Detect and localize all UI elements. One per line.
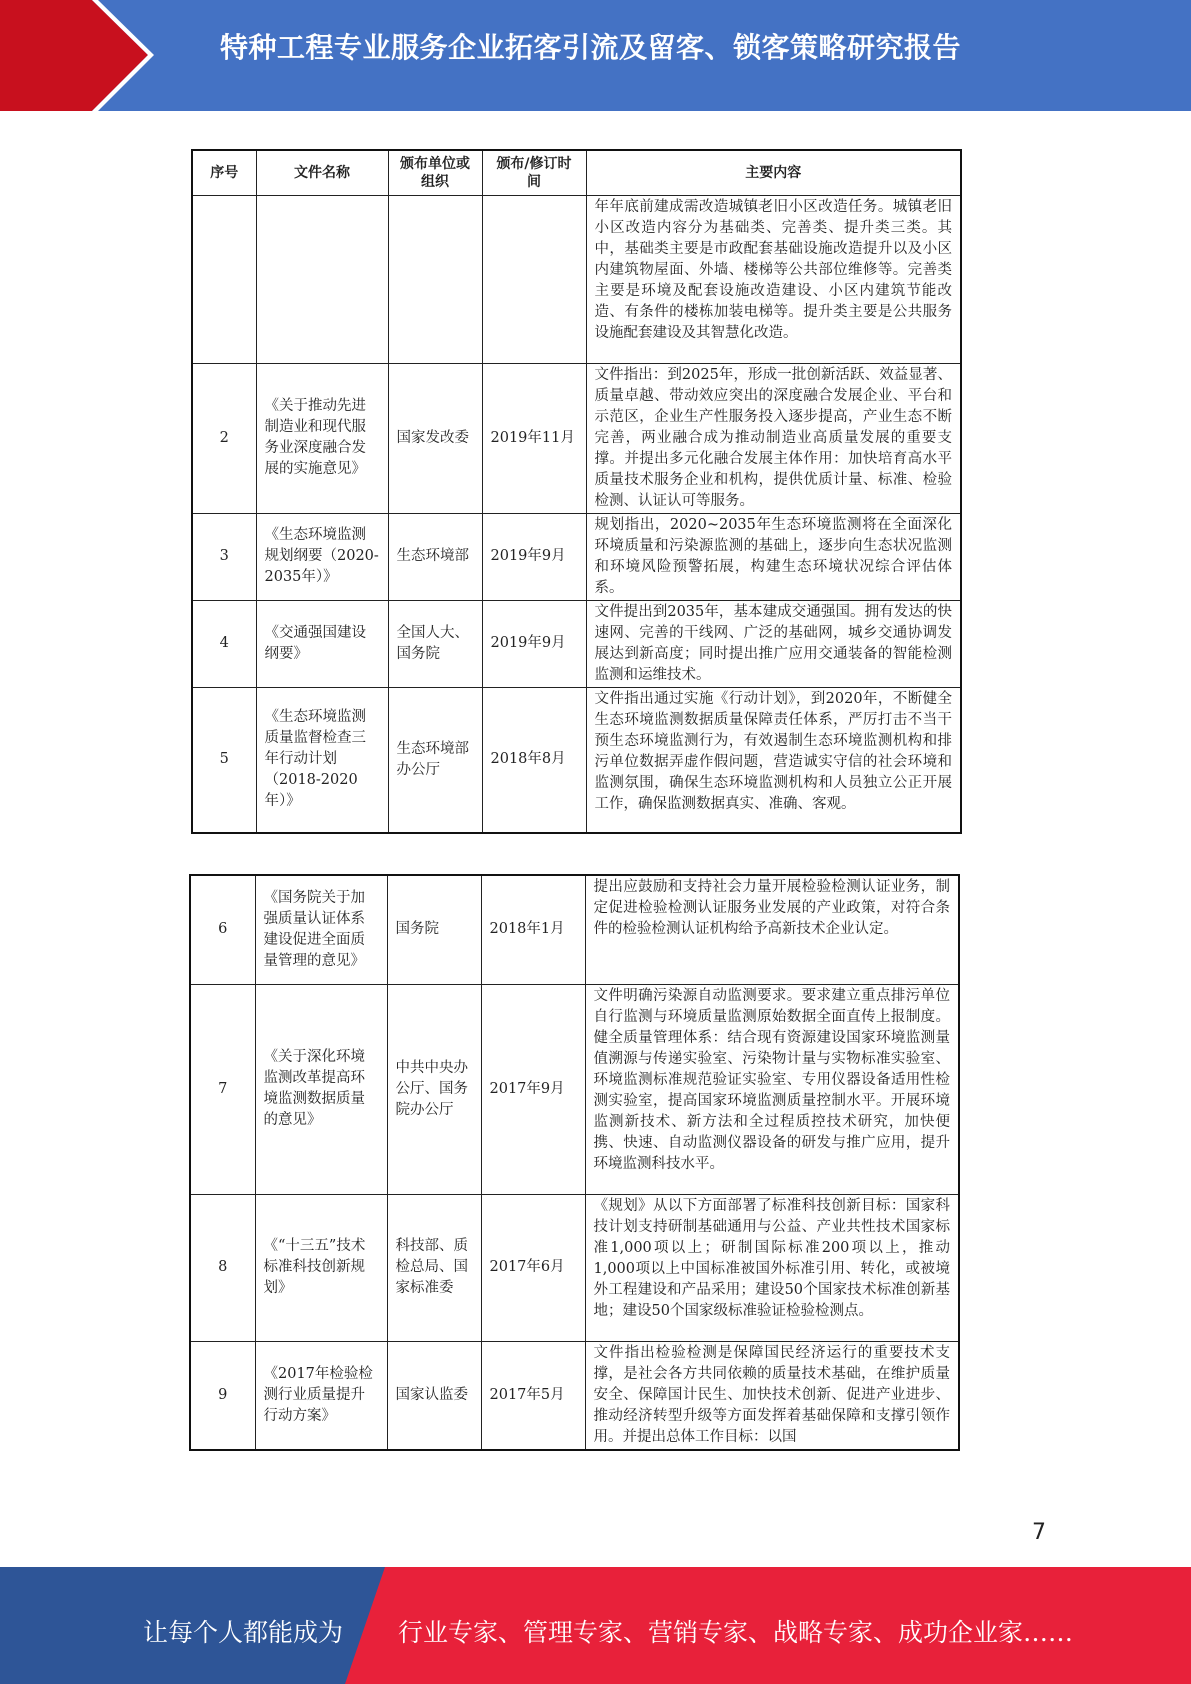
cell-date: 2019年9月 <box>482 513 586 600</box>
cell-issuer: 生态环境部办公厅 <box>388 687 482 833</box>
cell-name: 《生态环境监测质量监督检查三年行动计划（2018-2020年）》 <box>256 687 388 833</box>
table-row <box>190 1341 959 1450</box>
policy-table-part-1 <box>191 149 962 834</box>
cell-no: 5 <box>192 687 256 833</box>
cell-date: 2018年1月 <box>481 875 585 984</box>
cell-date <box>482 195 586 363</box>
cell-issuer: 国务院 <box>387 875 481 984</box>
cell-name: 《关于推动先进制造业和现代服务业深度融合发展的实施意见》 <box>256 363 388 513</box>
cell-date: 2017年6月 <box>481 1194 585 1341</box>
cell-no: 4 <box>192 600 256 687</box>
table-row <box>190 1194 959 1341</box>
cell-content: 文件明确污染源自动监测要求。要求建立重点排污单位自行监测与环境质量监测原始数据全面直传上报制度。健全质量管理体系：结合现有资源建设国家环境监测量值溯源与传递实验室、污染物计量与实物标准实验室、环境监测标准规范验证实验室、专用仪器设备适用性检测实验室，提高国家环境监测质量控制水平。开展环境监测新技术、新方法和全过程质控技术研究，加快便携、快速、自动监测仪器设备的研发与推广应用，提升环境监测科技水平。 <box>585 984 959 1194</box>
cell-date: 2018年8月 <box>482 687 586 833</box>
cell-name: 《2017年检验检测行业质量提升行动方案》 <box>255 1341 387 1450</box>
table-row <box>192 513 961 600</box>
header-issuer: 颁布单位或组织 <box>388 150 482 195</box>
cell-date: 2017年9月 <box>481 984 585 1194</box>
cell-content: 年年底前建成需改造城镇老旧小区改造任务。城镇老旧小区改造内容分为基础类、完善类、提升类三类。其中，基础类主要是市政配套基础设施改造提升以及小区内建筑物屋面、外墙、楼梯等公共部位维修等。完善类主要是环境及配套设施改造建设、小区内建筑节能改造、有条件的楼栋加装电梯等。提升类主要是公共服务设施配套建设及其智慧化改造。 <box>586 195 961 363</box>
cell-content: 文件提出到2035年，基本建成交通强国。拥有发达的快速网、完善的干线网、广泛的基础网，城乡交通协调发展达到新高度；同时提出推广应用交通装备的智能检测监测和运维技术。 <box>586 600 961 687</box>
footer-slogan-left: 让每个人都能成为 <box>143 1618 344 1647</box>
header-name: 文件名称 <box>256 150 388 195</box>
cell-date: 2019年11月 <box>482 363 586 513</box>
footer-slogan-right: 行业专家、管理专家、营销专家、战略专家、成功企业家…… <box>398 1618 1074 1647</box>
cell-issuer: 国家发改委 <box>388 363 482 513</box>
cell-name: 《交通强国建设纲要》 <box>256 600 388 687</box>
header-content: 主要内容 <box>586 150 961 195</box>
header-red-arrow <box>0 0 148 111</box>
cell-issuer: 国家认监委 <box>387 1341 481 1450</box>
cell-content: 《规划》从以下方面部署了标准科技创新目标：国家科技计划支持研制基础通用与公益、产业共性技术国家标准1,000项以上；研制国际标准200项以上，推动1,000项以上中国标准被国外标准引用、转化，或被境外工程建设和产品采用；建设50个国家技术标准创新基地；建设50个国家级标准验证检验检测点。 <box>585 1194 959 1341</box>
cell-no: 6 <box>190 875 255 984</box>
cell-issuer: 生态环境部 <box>388 513 482 600</box>
cell-content: 规划指出，2020~2035年生态环境监测将在全面深化环境质量和污染源监测的基础上，逐步向生态状况监测和环境风险预警拓展，构建生态环境状况综合评估体系。 <box>586 513 961 600</box>
cell-content: 文件指出检验检测是保障国民经济运行的重要技术支撑，是社会各方共同依赖的质量技术基础，在维护质量安全、保障国计民生、加快技术创新、促进产业进步、推动经济转型升级等方面发挥着基础保障和支撑引领作用。并提出总体工作目标：以国 <box>585 1341 959 1450</box>
policy-table-part-2 <box>189 874 960 1451</box>
cell-name: 《“十三五”技术标准科技创新规划》 <box>255 1194 387 1341</box>
table-row <box>190 875 959 984</box>
cell-content: 提出应鼓励和支持社会力量开展检验检测认证业务，制定促进检验检测认证服务业发展的产业政策，对符合条件的检验检测认证机构给予高新技术企业认定。 <box>585 875 959 984</box>
cell-issuer: 全国人大、国务院 <box>388 600 482 687</box>
cell-no: 3 <box>192 513 256 600</box>
header-date: 颁布/修订时间 <box>482 150 586 195</box>
report-title: 特种工程专业服务企业拓客引流及留客、锁客策略研究报告 <box>220 31 962 64</box>
cell-name: 《国务院关于加强质量认证体系建设促进全面质量管理的意见》 <box>255 875 387 984</box>
cell-no <box>192 195 256 363</box>
cell-no: 2 <box>192 363 256 513</box>
cell-no: 8 <box>190 1194 255 1341</box>
page-footer <box>0 1567 1191 1684</box>
cell-issuer: 科技部、质检总局、国家标准委 <box>387 1194 481 1341</box>
header-no: 序号 <box>192 150 256 195</box>
cell-no: 7 <box>190 984 255 1194</box>
table-row <box>192 363 961 513</box>
cell-content: 文件指出通过实施《行动计划》，到2020年，不断健全生态环境监测数据质量保障责任体系，严厉打击不当干预生态环境监测行为，有效遏制生态环境监测机构和排污单位数据弄虚作假问题，营造诚实守信的社会环境和监测氛围，确保生态环境监测机构和人员独立公正开展工作，确保监测数据真实、准确、客观。 <box>586 687 961 833</box>
table-row <box>192 195 961 363</box>
table-row <box>192 600 961 687</box>
cell-date: 2019年9月 <box>482 600 586 687</box>
table-row <box>190 984 959 1194</box>
cell-name: 《关于深化环境监测改革提高环境监测数据质量的意见》 <box>255 984 387 1194</box>
cell-date: 2017年5月 <box>481 1341 585 1450</box>
cell-name <box>256 195 388 363</box>
table-row <box>192 687 961 833</box>
cell-issuer: 中共中央办公厅、国务院办公厅 <box>387 984 481 1194</box>
cell-issuer <box>388 195 482 363</box>
cell-content: 文件指出：到2025年，形成一批创新活跃、效益显著、质量卓越、带动效应突出的深度融合发展企业、平台和示范区，企业生产性服务投入逐步提高，产业生态不断完善，两业融合成为推动制造业高质量发展的重要支撑。并提出多元化融合发展主体作用：加快培育高水平质量技术服务企业和机构，提供优质计量、标准、检验检测、认证认可等服务。 <box>586 363 961 513</box>
page-header <box>0 0 1191 111</box>
page-number: 7 <box>1032 1520 1046 1545</box>
table-header-row <box>192 150 961 195</box>
cell-no: 9 <box>190 1341 255 1450</box>
cell-name: 《生态环境监测规划纲要（2020-2035年）》 <box>256 513 388 600</box>
